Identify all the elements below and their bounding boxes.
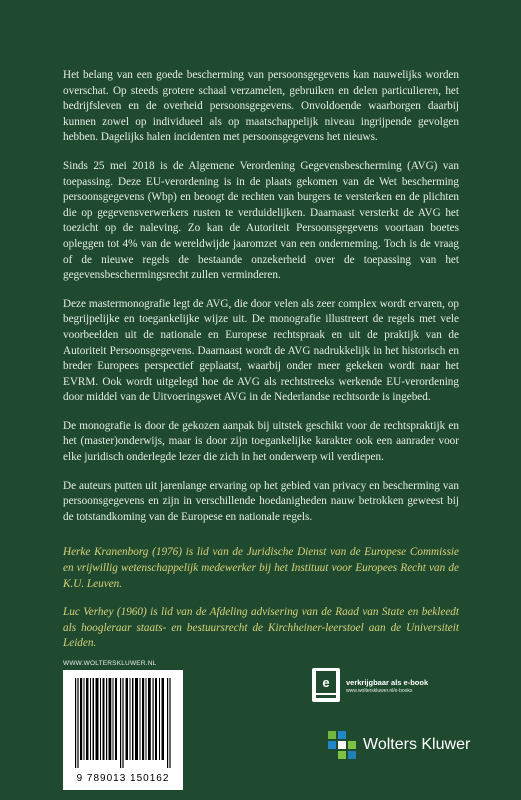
publisher-logo bbox=[327, 730, 502, 762]
isbn-digits: 9 789013 150162 bbox=[76, 773, 170, 784]
isbn-barcode bbox=[63, 670, 183, 790]
paragraph-auteurs: De auteurs putten uit jarenlange ervaring op het gebied van privacy en bescherming van persoonsgegevens en zijn in verschillende hoedanigheden nauw betrokken geweest bij de totstandkoming van de Europese en nationale regels. bbox=[63, 479, 459, 523]
paragraph-monografie: Deze mastermonografie legt de AVG, die door velen als zeer complex wordt ervaren, op begrijpelijke en toegankelijke wijze uit. De monografie illustreert de regels met vele voorbeelden uit de nationale en Europese rechtspraak en uit de praktijk van de Autoriteit Persoonsgegevens. Daarnaast wordt de AVG nadrukkelijk in het historisch en breder Europees perspectief geplaatst, waarbij onder meer gekeken wordt naar het EVRM. Ook wordt uitgelegd hoe de AVG als rechtstreeks werkende EU-verordening door middel van de Uitvoeringswet AVG in de Nederlandse rechtsorde is ingebed. bbox=[63, 297, 459, 404]
ebook-url: www.wolterskluwer.nl/e-books bbox=[346, 688, 413, 694]
ebook-icon bbox=[312, 668, 340, 702]
bio-kranenborg: Herke Kranenborg (1976) is lid van de Juridische Dienst van de Europese Commissie en vrijwillig wetenschappelijk medewerker bij het Instituut voor Europees Recht van de K.U. Leuven. bbox=[63, 546, 459, 590]
barcode-bars bbox=[73, 678, 173, 768]
publisher-name: Wolters Kluwer bbox=[363, 736, 471, 753]
wolters-kluwer-logo-icon bbox=[327, 730, 357, 760]
ebook-title: verkrijgbaar als e-book bbox=[346, 678, 429, 687]
website-url: WWW.WOLTERSKLUWER.NL bbox=[63, 660, 157, 667]
bio-verhey: Luc Verhey (1960) is lid van de Afdeling advisering van de Raad van State en bekleedt als hoogleraar staats- en bestuursrecht de Kirchheiner-leerstoel aan de Universiteit Leiden. bbox=[63, 606, 459, 650]
svg-text:e: e bbox=[322, 675, 330, 690]
ebook-badge bbox=[312, 668, 462, 702]
back-cover-text bbox=[63, 68, 459, 665]
paragraph-intro: Het belang van een goede bescherming van persoonsgegevens kan nauwelijks worden overschat. Op steeds grotere schaal verzamelen, gebruiken en delen particulieren, het bedrijfsleven en de overheid persoonsgegevens. Onvoldoende waarborgen daarbij kunnen zowel op individueel als op maatschappelijk niveau ingrijpende gevolgen hebben. Dagelijks halen incidenten met persoonsgegevens het nieuws. bbox=[63, 69, 459, 144]
paragraph-avg: Sinds 25 mei 2018 is de Algemene Verordening Gegevensbescherming (AVG) van toepassing. Deze EU-verordening is in de plaats gekomen van de Wet bescherming persoonsgegevens (Wbp) en beoogt de rechten van burgers te versterken en de plichten die op gegevensverwerkers rusten te verduidelijken. Daarnaast versterkt de AVG het toezicht op de naleving. Zo kan de Autoriteit Persoonsgegevens voortaan boetes opleggen tot 4% van de wereldwijde jaaromzet van een onderneming. Toch is de vraag of de nieuwe regels de bestaande onzekerheid over de toepassing van het gegevensbeschermingsrecht zullen verminderen. bbox=[63, 159, 459, 282]
paragraph-doelgroep: De monografie is door de gekozen aanpak bij uitstek geschikt voor de rechtspraktijk en het (master)onderwijs, maar is door zijn toegankelijke karakter ook een aanrader voor elke juridisch onderlegde lezer die zich in het onderwerp wil verdiepen. bbox=[63, 419, 459, 464]
